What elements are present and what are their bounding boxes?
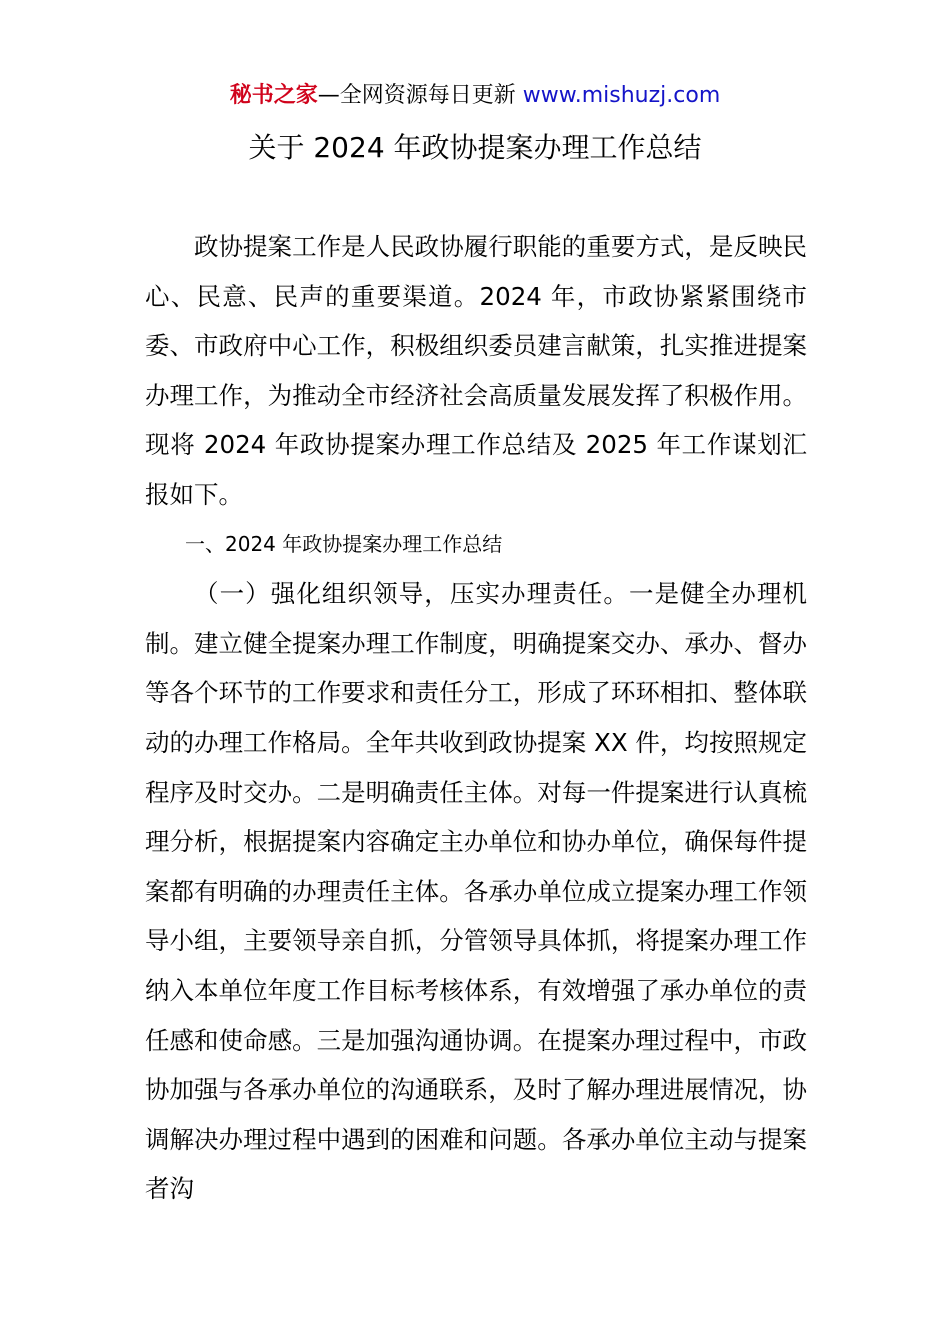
document-title: 关于 2024 年政协提案办理工作总结 bbox=[248, 131, 702, 164]
section-heading: 一、2024 年政协提案办理工作总结 bbox=[185, 531, 503, 556]
document-body bbox=[145, 222, 807, 1214]
brand-name: 秘书之家 bbox=[229, 83, 318, 108]
header-tagline: —全网资源每日更新 bbox=[317, 83, 516, 108]
section-paragraph: （一）强化组织领导，压实办理责任。一是健全办理机制。建立健全提案办理工作制度，明确提案交办、承办、督办等各个环节的工作要求和责任分工，形成了环环相扣、整体联动的办理工作格局。全年共收到政协提案 XX 件，均按照规定程序及时交办。二是明确责任主体。对每一件提案进行认真梳理分析，根据提案内容确定主办单位和协办单位，确保每件提案都有明确的办理责任主体。各承办单位成立提案办理工作领导小组，主要领导亲自抓，分管领导具体抓，将提案办理工作纳入本单位年度工作目标考核体系，有效增强了承办单位的责任感和使命感。三是加强沟通协调。在提案办理过程中，市政协加强与各承办单位的沟通联系，及时了解办理进展情况，协调解决办理过程中遇到的困难和问题。各承办单位主动与提案者沟 bbox=[145, 579, 807, 1204]
site-url-link[interactable]: www.mishuzj.com bbox=[522, 83, 721, 108]
site-header bbox=[0, 78, 950, 114]
intro-paragraph: 政协提案工作是人民政协履行职能的重要方式，是反映民心、民意、民声的重要渠道。2024 年，市政协紧紧围绕市委、市政府中心工作，积极组织委员建言献策，扎实推进提案办理工作，为推动全市经济社会高质量发展发挥了积极作用。现将 2024 年政协提案办理工作总结及 2025 年工作谋划汇报如下。 bbox=[145, 232, 807, 509]
